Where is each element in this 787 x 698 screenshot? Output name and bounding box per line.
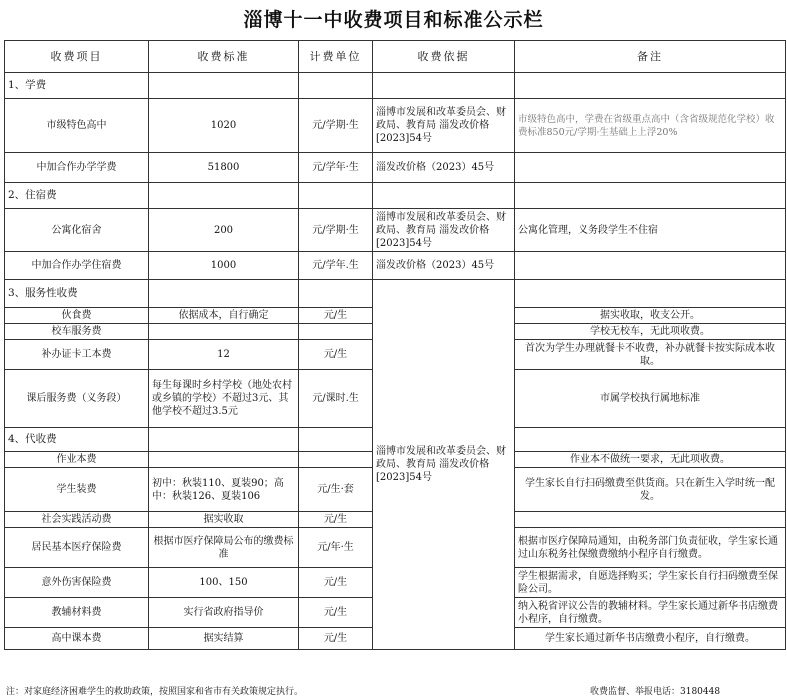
section-row bbox=[5, 280, 786, 308]
table-row bbox=[5, 99, 786, 153]
cell-item: 教辅材料费 bbox=[5, 598, 149, 628]
cell-standard: 依据成本，自行确定 bbox=[149, 308, 299, 324]
cell-standard: 1020 bbox=[149, 99, 299, 153]
cell-note: 首次为学生办理就餐卡不收费，补办就餐卡按实际成本收取。 bbox=[515, 340, 786, 370]
cell-item: 中加合作办学住宿费 bbox=[5, 252, 149, 280]
cell-note: 作业本不做统一要求，无此项收费。 bbox=[515, 452, 786, 468]
section-lodging: 2、住宿费 bbox=[5, 183, 149, 209]
cell-unit: 元/生 bbox=[299, 308, 373, 324]
table-row bbox=[5, 252, 786, 280]
cell-standard: 1000 bbox=[149, 252, 299, 280]
cell-unit: 元/生 bbox=[299, 598, 373, 628]
cell-unit bbox=[299, 452, 373, 468]
cell-item: 作业本费 bbox=[5, 452, 149, 468]
cell-basis: 淄发改价格（2023）45号 bbox=[373, 153, 515, 183]
cell-note bbox=[515, 512, 786, 528]
cell-item: 高中课本费 bbox=[5, 628, 149, 650]
cell-item: 社会实践活动费 bbox=[5, 512, 149, 528]
section-row bbox=[5, 183, 786, 209]
cell-standard: 初中：秋装110、夏装90；高中：秋装126、夏装106 bbox=[149, 468, 299, 512]
cell-note: 据实收取，收支公开。 bbox=[515, 308, 786, 324]
cell-standard: 100、150 bbox=[149, 568, 299, 598]
header-row bbox=[5, 41, 786, 73]
cell-item: 课后服务费（义务段） bbox=[5, 370, 149, 428]
cell-note bbox=[515, 153, 786, 183]
cell-unit: 元/生·套 bbox=[299, 468, 373, 512]
table-row bbox=[5, 209, 786, 252]
cell-standard: 实行省政府指导价 bbox=[149, 598, 299, 628]
header-basis: 收费依据 bbox=[373, 41, 515, 73]
cell-item: 中加合作办学学费 bbox=[5, 153, 149, 183]
section-collection: 4、代收费 bbox=[5, 428, 149, 452]
header-standard: 收费标准 bbox=[149, 41, 299, 73]
cell-standard: 据实收取 bbox=[149, 512, 299, 528]
cell-item: 居民基本医疗保险费 bbox=[5, 528, 149, 568]
cell-unit: 元/学期·生 bbox=[299, 99, 373, 153]
cell-unit: 元/生 bbox=[299, 568, 373, 598]
cell-standard: 12 bbox=[149, 340, 299, 370]
section-service: 3、服务性收费 bbox=[5, 280, 149, 308]
cell-basis: 淄博市发展和改革委员会、财政局、教育局 淄发改价格[2023]54号 bbox=[373, 99, 515, 153]
cell-standard: 51800 bbox=[149, 153, 299, 183]
header-note: 备注 bbox=[515, 41, 786, 73]
fee-table bbox=[4, 40, 786, 650]
cell-standard: 200 bbox=[149, 209, 299, 252]
cell-note: 学生家长自行扫码缴费至供货商。只在新生入学时统一配发。 bbox=[515, 468, 786, 512]
cell-standard: 根据市医疗保障局公布的缴费标准 bbox=[149, 528, 299, 568]
cell-standard bbox=[149, 452, 299, 468]
cell-item: 伙食费 bbox=[5, 308, 149, 324]
section-tuition: 1、学费 bbox=[5, 73, 149, 99]
cell-item: 校车服务费 bbox=[5, 324, 149, 340]
cell-note bbox=[515, 252, 786, 280]
cell-standard bbox=[149, 324, 299, 340]
cell-item: 补办证卡工本费 bbox=[5, 340, 149, 370]
cell-unit: 元/生 bbox=[299, 340, 373, 370]
cell-basis: 淄博市发展和改革委员会、财政局、教育局 淄发改价格[2023]54号 bbox=[373, 209, 515, 252]
cell-note: 学生根据需求，自愿选择购买；学生家长自行扫码缴费至保险公司。 bbox=[515, 568, 786, 598]
cell-unit: 元/生 bbox=[299, 628, 373, 650]
table-row bbox=[5, 153, 786, 183]
section-row bbox=[5, 73, 786, 99]
cell-unit: 元/课时.生 bbox=[299, 370, 373, 428]
cell-note: 纳入税省评议公告的教辅材料。学生家长通过新华书店缴费小程序，自行缴费。 bbox=[515, 598, 786, 628]
header-item: 收费项目 bbox=[5, 41, 149, 73]
cell-basis: 淄发改价格（2023）45号 bbox=[373, 252, 515, 280]
cell-unit: 元/学年.生 bbox=[299, 252, 373, 280]
cell-unit: 元/生 bbox=[299, 512, 373, 528]
cell-note: 公寓化管理，义务段学生不住宿 bbox=[515, 209, 786, 252]
cell-item: 学生装费 bbox=[5, 468, 149, 512]
cell-note: 学校无校车，无此项收费。 bbox=[515, 324, 786, 340]
cell-standard: 据实结算 bbox=[149, 628, 299, 650]
footer-phone: 收费监督、举报电话：3180448 bbox=[590, 687, 721, 697]
cell-unit: 元/学年·生 bbox=[299, 153, 373, 183]
footer-note: 注：对家庭经济困难学生的救助政策，按照国家和省市有关政策规定执行。 bbox=[6, 687, 304, 697]
cell-item: 市级特色高中 bbox=[5, 99, 149, 153]
cell-note: 市属学校执行属地标准 bbox=[515, 370, 786, 428]
cell-note: 根据市医疗保障局通知，由税务部门负责征收，学生家长通过山东税务社保缴费缴纳小程序自行缴费。 bbox=[515, 528, 786, 568]
cell-note: 学生家长通过新华书店缴费小程序，自行缴费。 bbox=[515, 628, 786, 650]
cell-basis-merged: 淄博市发展和改革委员会、财政局、教育局 淄发改价格[2023]54号 bbox=[373, 280, 515, 650]
page-title: 淄博十一中收费项目和标准公示栏 bbox=[243, 9, 544, 31]
cell-unit bbox=[299, 324, 373, 340]
cell-unit: 元/年·生 bbox=[299, 528, 373, 568]
cell-unit: 元/学期·生 bbox=[299, 209, 373, 252]
header-unit: 计费单位 bbox=[299, 41, 373, 73]
cell-note: 市级特色高中，学费在省级重点高中（含省级规范化学校）收费标准850元/学期·生基础上上浮20% bbox=[515, 99, 786, 153]
cell-item: 意外伤害保险费 bbox=[5, 568, 149, 598]
cell-standard: 每生每课时乡村学校（地处农村或乡镇的学校）不超过3元、其他学校不超过3.5元 bbox=[149, 370, 299, 428]
cell-item: 公寓化宿舍 bbox=[5, 209, 149, 252]
